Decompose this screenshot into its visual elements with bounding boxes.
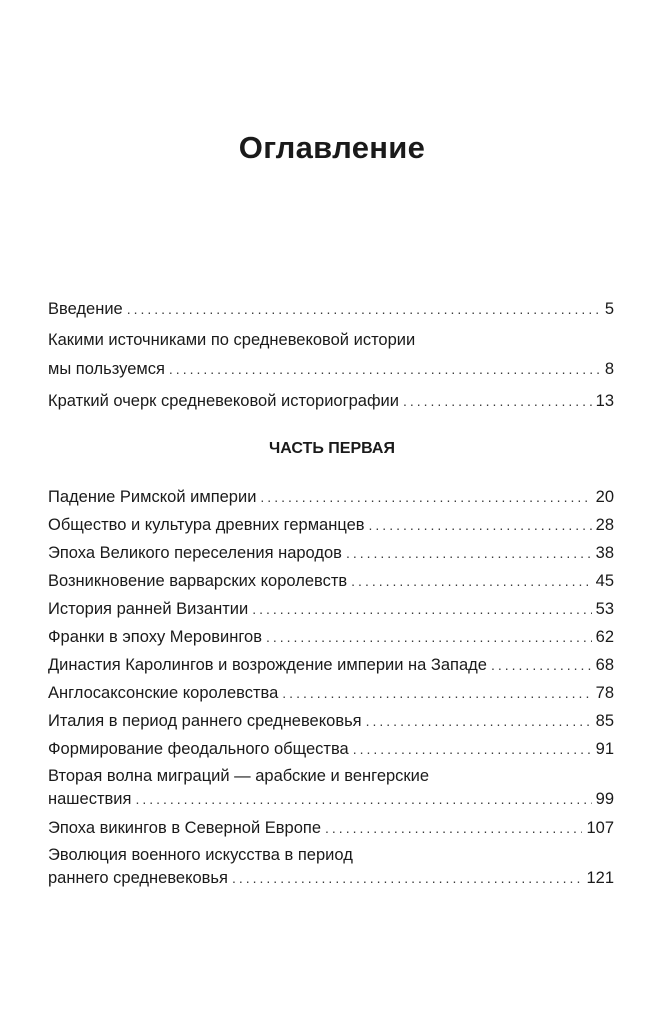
toc-page-number: 28 <box>595 516 614 534</box>
toc-entry-title: Возникновение варварских королевств <box>48 572 348 590</box>
toc-page-number: 38 <box>595 544 614 562</box>
dot-leader <box>351 567 591 595</box>
toc-page-number: 53 <box>595 600 614 618</box>
toc-entry-title-cont: мы пользуемся <box>48 360 165 378</box>
toc-entry <box>48 511 614 539</box>
toc-page-number: 13 <box>595 392 614 410</box>
toc-entry-title: Династия Каролингов и возрождение империи на Западе <box>48 656 487 674</box>
dot-leader <box>282 679 591 707</box>
toc-page-number: 20 <box>595 488 614 506</box>
dot-leader <box>325 814 582 842</box>
toc-entry-title: Англосаксонские королевства <box>48 684 279 702</box>
toc-page-number: 8 <box>604 360 614 378</box>
toc-page-number: 62 <box>595 628 614 646</box>
toc-entry-title: Эпоха викингов в Северной Европе <box>48 819 322 837</box>
dot-leader <box>266 623 592 651</box>
toc-entry <box>48 763 614 814</box>
dot-leader <box>491 651 592 679</box>
dot-leader <box>169 355 601 384</box>
toc-entry-title: Введение <box>48 300 123 318</box>
toc-page-number: 78 <box>595 684 614 702</box>
page-title: Оглавление <box>238 130 426 165</box>
toc-page-number: 99 <box>595 790 614 808</box>
dot-leader <box>366 707 592 735</box>
toc-entry-title-cont: раннего средневековья <box>48 869 228 887</box>
toc-entry-title-cont: нашествия <box>48 790 132 808</box>
toc-entry <box>48 651 614 679</box>
toc-entry-title: Эволюция военного искусства в период <box>48 846 353 864</box>
toc-entry-title: Франки в эпоху Меровингов <box>48 628 262 646</box>
dot-leader <box>252 595 591 623</box>
toc-entry-title: Италия в период раннего средневековья <box>48 712 362 730</box>
toc-page-number: 45 <box>595 572 614 590</box>
toc-page-number: 68 <box>595 656 614 674</box>
dot-leader <box>353 735 592 763</box>
toc-entry-title: Краткий очерк средневековой историографии <box>48 392 399 410</box>
toc-entry-title: Какими источниками по средневековой истории <box>48 331 416 349</box>
toc-entry <box>48 623 614 651</box>
dot-leader <box>260 483 591 511</box>
dot-leader <box>403 387 592 416</box>
toc-entry <box>48 567 614 595</box>
toc-entry <box>48 483 614 511</box>
toc-page-number: 107 <box>586 819 614 837</box>
toc-entry-title: Эпоха Великого переселения народов <box>48 544 342 562</box>
toc-page-number: 5 <box>604 300 614 318</box>
toc-entry <box>48 324 614 387</box>
toc-entry-title: Падение Римской империи <box>48 488 257 506</box>
toc-entry <box>48 679 614 707</box>
toc-page-number: 91 <box>595 740 614 758</box>
dot-leader <box>127 295 601 324</box>
toc-entry-title: История ранней Византии <box>48 600 249 618</box>
toc-page-number: 85 <box>595 712 614 730</box>
toc-part-one-list <box>48 483 614 893</box>
toc-entry <box>48 539 614 567</box>
toc-intro-list <box>48 295 614 416</box>
toc-entry-title: Вторая волна миграций — арабские и венгерские <box>48 767 430 785</box>
dot-leader <box>346 539 592 567</box>
dot-leader <box>232 867 583 890</box>
section-heading: ЧАСТЬ ПЕРВАЯ <box>269 440 395 457</box>
toc-entry <box>48 387 614 416</box>
toc-entry <box>48 814 614 842</box>
toc-entry <box>48 707 614 735</box>
toc-entry-title: Общество и культура древних германцев <box>48 516 365 534</box>
toc-entry <box>48 295 614 324</box>
toc-entry-title: Формирование феодального общества <box>48 740 349 758</box>
dot-leader <box>135 788 591 811</box>
toc-entry <box>48 595 614 623</box>
toc-entry <box>48 842 614 893</box>
dot-leader <box>369 511 592 539</box>
toc-page-number: 121 <box>586 869 614 887</box>
toc-entry <box>48 735 614 763</box>
